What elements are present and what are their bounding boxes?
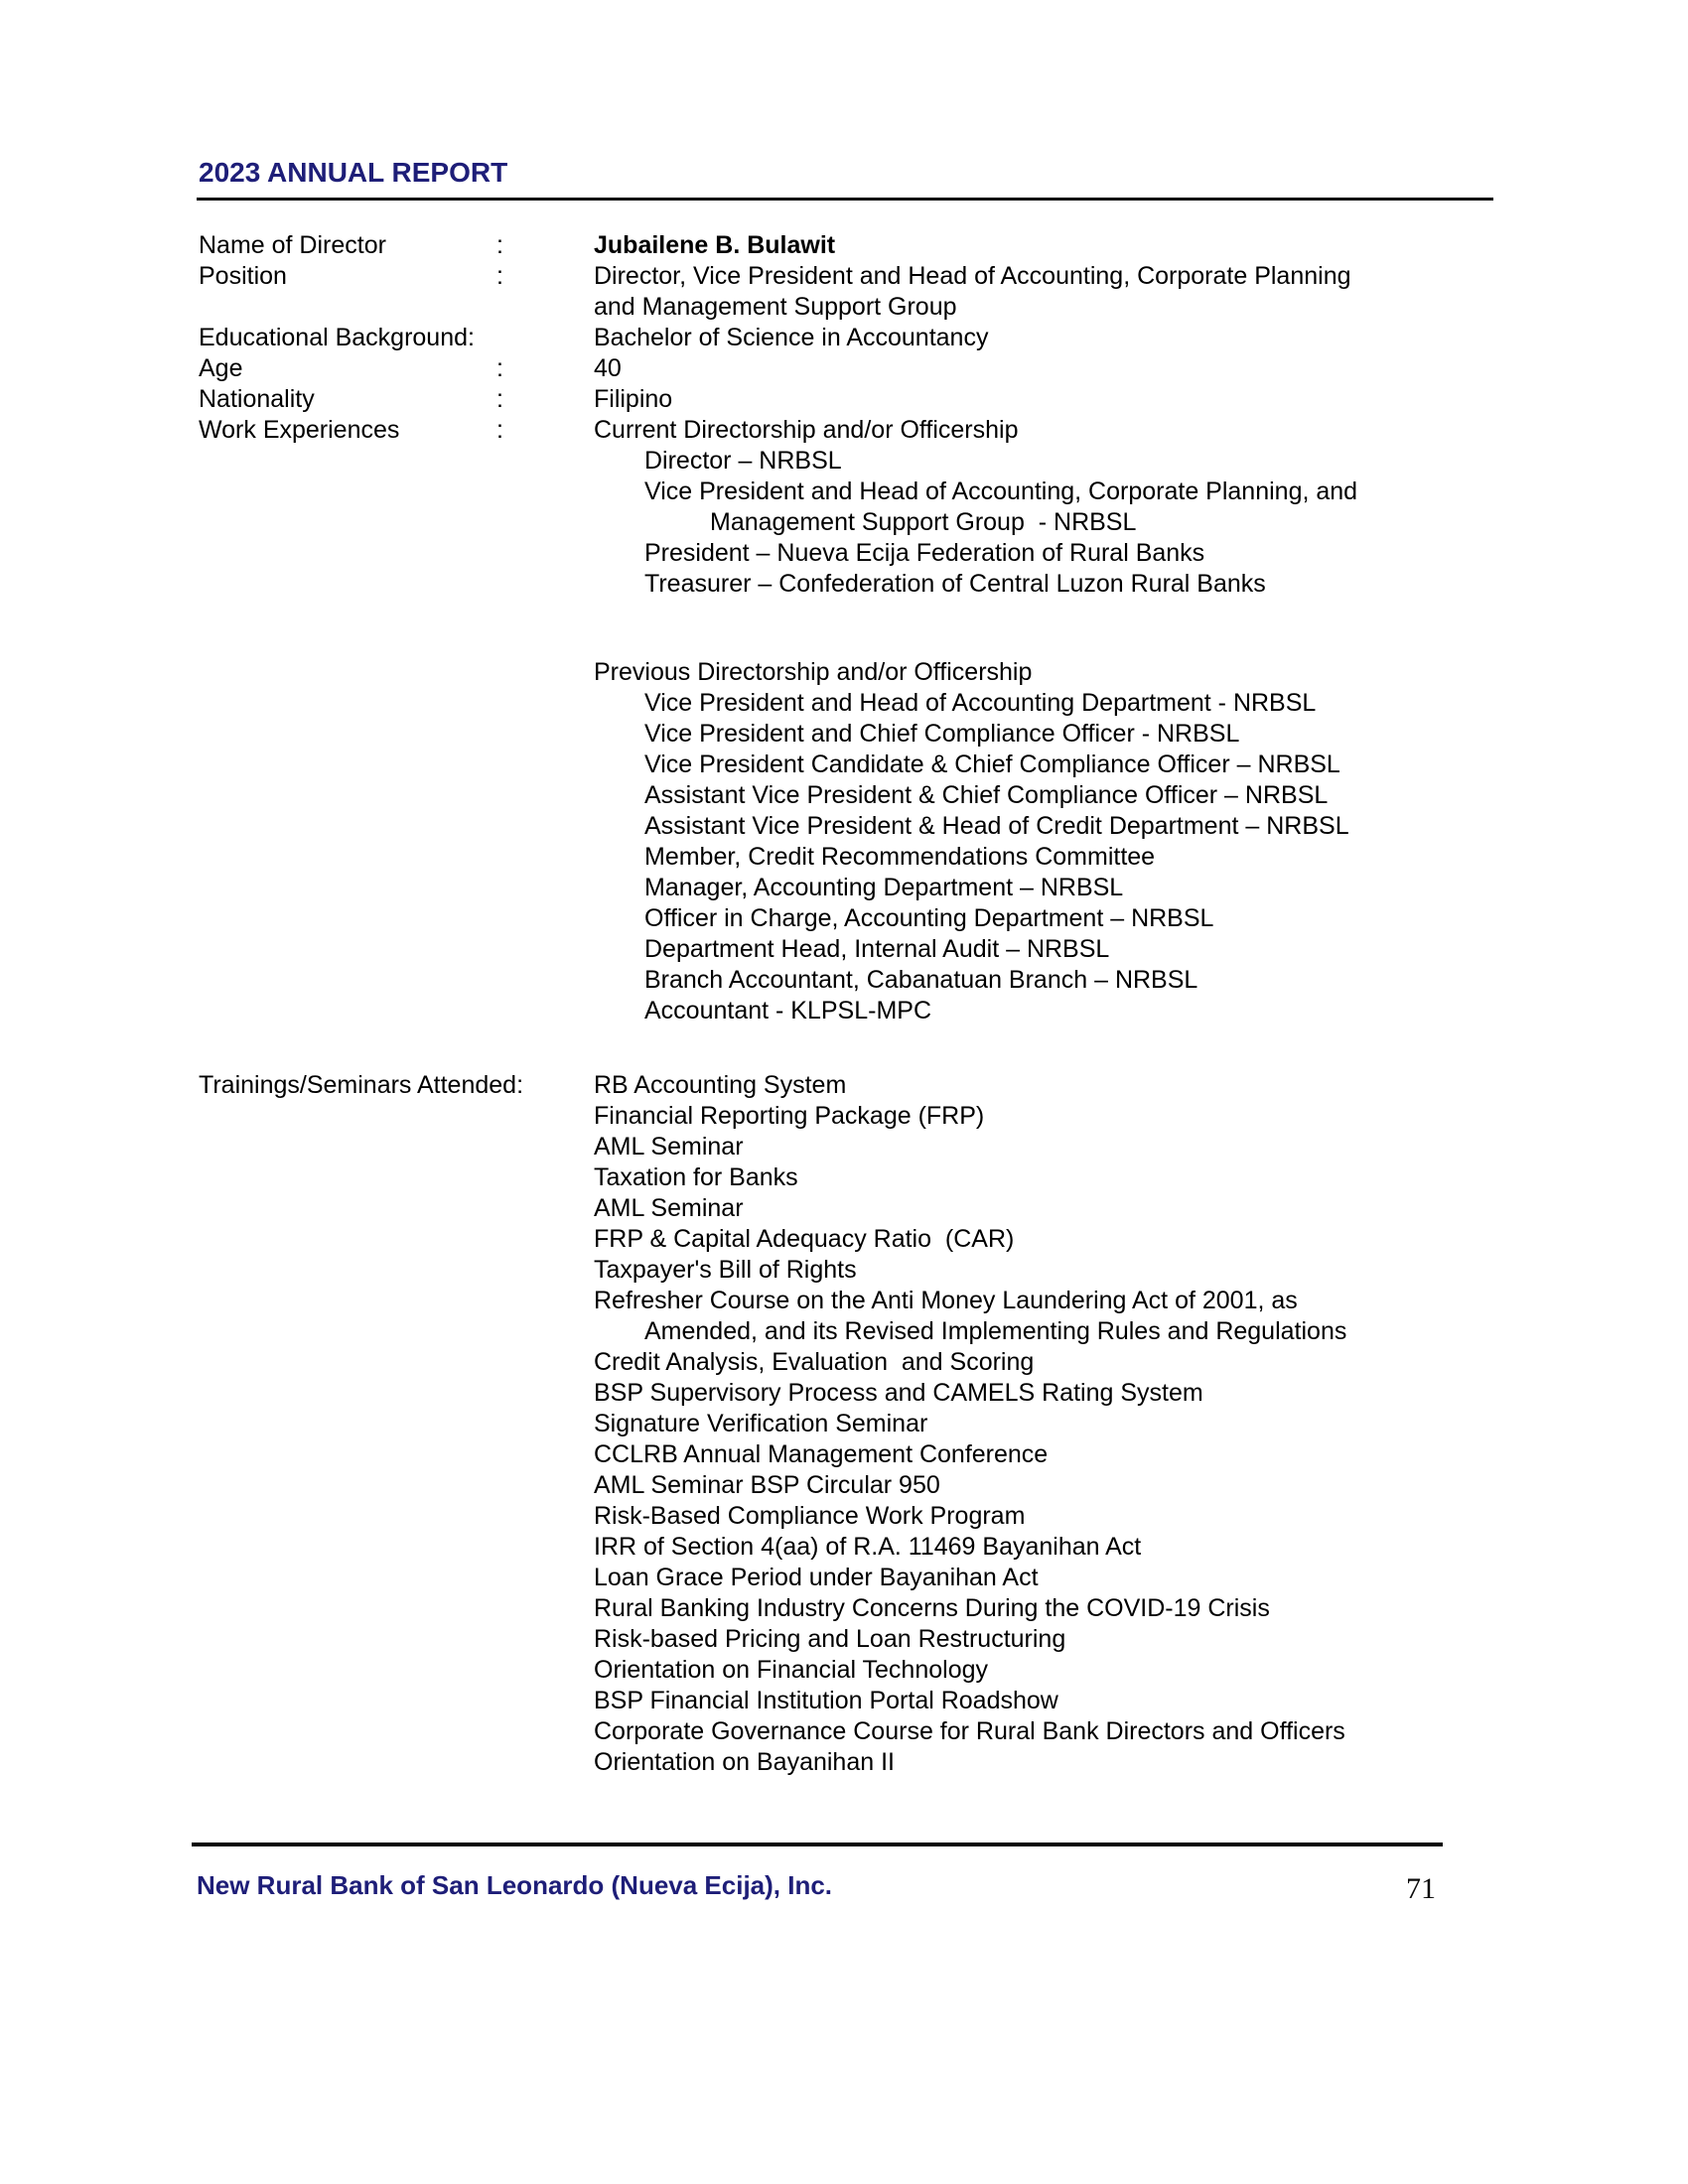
position-value-line2: and Management Support Group	[594, 293, 957, 321]
list-item-text: Member, Credit Recommendations Committee	[644, 843, 1156, 871]
list-item-text: Refresher Course on the Anti Money Laundering Act of 2001, as	[594, 1287, 1298, 1314]
list-item-text: Branch Accountant, Cabanatuan Branch – NRBSL	[644, 966, 1198, 994]
list-item	[0, 780, 1688, 811]
list-item	[0, 1624, 1688, 1655]
list-item	[0, 507, 1688, 538]
list-item-text: Manager, Accounting Department – NRBSL	[644, 874, 1124, 901]
list-item	[0, 719, 1688, 750]
list-item	[0, 1563, 1688, 1593]
list-item-text: IRR of Section 4(aa) of R.A. 11469 Bayanihan Act	[594, 1533, 1142, 1561]
field-row-age	[0, 353, 1688, 384]
field-label-education: Educational Background:	[199, 324, 475, 351]
list-item	[0, 1655, 1688, 1686]
list-item-text: Assistant Vice President & Chief Compliance Officer – NRBSL	[644, 781, 1329, 809]
list-item-text: Department Head, Internal Audit – NRBSL	[644, 935, 1110, 963]
list-item-text: Director – NRBSL	[644, 447, 842, 475]
list-item	[0, 477, 1688, 507]
list-item-text: BSP Financial Institution Portal Roadshow	[594, 1687, 1058, 1714]
header-divider	[197, 198, 1493, 201]
list-item	[0, 1501, 1688, 1532]
current-directorship-heading: Current Directorship and/or Officership	[594, 416, 1019, 444]
list-item	[0, 1132, 1688, 1162]
field-row-name	[0, 230, 1688, 261]
list-item-text: AML Seminar	[594, 1133, 744, 1160]
field-row-position-wrap	[0, 292, 1688, 323]
list-item-text: BSP Supervisory Process and CAMELS Rating System	[594, 1379, 1203, 1407]
list-item-text: Credit Analysis, Evaluation and Scoring	[594, 1348, 1035, 1376]
list-item-text: Treasurer – Confederation of Central Luzon Rural Banks	[644, 570, 1266, 598]
current-directorship-heading-row	[0, 415, 1688, 446]
list-item-text: Assistant Vice President & Head of Credit Department – NRBSL	[644, 812, 1349, 840]
previous-directorship-heading: Previous Directorship and/or Officership	[594, 658, 1033, 686]
list-item-text: Vice President and Head of Accounting Department - NRBSL	[644, 689, 1317, 717]
education-value: Bachelor of Science in Accountancy	[594, 324, 989, 351]
list-item	[0, 538, 1688, 569]
list-item	[0, 1070, 1688, 1101]
current-directorship-list	[0, 446, 1688, 600]
work-experiences-previous-section	[0, 657, 1688, 1026]
director-name-value: Jubailene B. Bulawit	[594, 231, 836, 259]
field-colon: :	[496, 262, 503, 290]
list-item	[0, 569, 1688, 600]
field-label-name: Name of Director	[199, 231, 386, 259]
list-item	[0, 903, 1688, 934]
list-item	[0, 446, 1688, 477]
list-item-text: Vice President and Head of Accounting, Corporate Planning, and	[644, 478, 1358, 505]
list-item-text: AML Seminar	[594, 1194, 744, 1222]
field-label-nationality: Nationality	[199, 385, 315, 413]
list-item	[0, 1316, 1688, 1347]
list-item	[0, 1593, 1688, 1624]
field-colon: :	[496, 416, 503, 444]
list-item	[0, 1255, 1688, 1286]
list-item-text: Taxation for Banks	[594, 1163, 798, 1191]
position-value-line1: Director, Vice President and Head of Accounting, Corporate Planning	[594, 262, 1351, 290]
list-item-text: Loan Grace Period under Bayanihan Act	[594, 1564, 1039, 1591]
list-item-text: Signature Verification Seminar	[594, 1410, 928, 1437]
list-item-text: Rural Banking Industry Concerns During the COVID-19 Crisis	[594, 1594, 1270, 1622]
list-item-text: Vice President and Chief Compliance Officer - NRBSL	[644, 720, 1240, 748]
list-item-text: Financial Reporting Package (FRP)	[594, 1102, 985, 1130]
list-item	[0, 934, 1688, 965]
list-item-text: Corporate Governance Course for Rural Bank Directors and Officers	[594, 1717, 1345, 1745]
list-item	[0, 688, 1688, 719]
list-item	[0, 1286, 1688, 1316]
list-item-text: Orientation on Bayanihan II	[594, 1748, 895, 1776]
list-item	[0, 1470, 1688, 1501]
list-item-text: Amended, and its Revised Implementing Rules and Regulations	[644, 1317, 1347, 1345]
nationality-value: Filipino	[594, 385, 673, 413]
list-item-text: Risk-Based Compliance Work Program	[594, 1502, 1026, 1530]
list-item	[0, 1162, 1688, 1193]
list-item	[0, 1347, 1688, 1378]
age-value: 40	[594, 354, 622, 382]
field-row-nationality	[0, 384, 1688, 415]
list-item	[0, 1716, 1688, 1747]
list-item	[0, 1439, 1688, 1470]
director-profile	[0, 230, 1688, 1778]
previous-directorship-list	[0, 688, 1688, 1026]
field-colon: :	[496, 231, 503, 259]
list-item-text: Accountant - KLPSL-MPC	[644, 997, 932, 1024]
list-item	[0, 1686, 1688, 1716]
list-item-text: Management Support Group - NRBSL	[710, 508, 1137, 536]
page-title: 2023 ANNUAL REPORT	[199, 157, 508, 188]
list-item	[0, 1532, 1688, 1563]
trainings-list	[0, 1070, 1688, 1778]
field-colon: :	[496, 354, 503, 382]
list-item	[0, 1378, 1688, 1409]
work-experiences-current-section	[0, 415, 1688, 600]
previous-directorship-heading-row	[0, 657, 1688, 688]
list-item-text: Vice President Candidate & Chief Compliance Officer – NRBSL	[644, 751, 1340, 778]
list-item	[0, 1193, 1688, 1224]
list-item	[0, 1409, 1688, 1439]
list-item-text: RB Accounting System	[594, 1071, 847, 1099]
list-item-text: CCLRB Annual Management Conference	[594, 1440, 1049, 1468]
trainings-section	[0, 1070, 1688, 1778]
list-item	[0, 1101, 1688, 1132]
footer-page-number: 71	[1406, 1872, 1436, 1905]
list-item	[0, 842, 1688, 873]
list-item	[0, 1224, 1688, 1255]
field-label-trainings: Trainings/Seminars Attended:	[199, 1071, 524, 1099]
list-item-text: Officer in Charge, Accounting Department – NRBSL	[644, 904, 1214, 932]
section-spacer	[0, 600, 1688, 657]
footer-bank-name: New Rural Bank of San Leonardo (Nueva Ecija), Inc.	[197, 1870, 833, 1900]
field-label-position: Position	[199, 262, 287, 290]
list-item	[0, 965, 1688, 996]
list-item	[0, 873, 1688, 903]
field-label-age: Age	[199, 354, 243, 382]
section-spacer	[0, 1026, 1688, 1070]
footer-divider	[192, 1843, 1443, 1846]
list-item	[0, 750, 1688, 780]
list-item	[0, 811, 1688, 842]
list-item	[0, 996, 1688, 1026]
list-item-text: President – Nueva Ecija Federation of Rural Banks	[644, 539, 1205, 567]
list-item-text: Taxpayer's Bill of Rights	[594, 1256, 857, 1284]
field-label-work-experiences: Work Experiences	[199, 416, 400, 444]
list-item	[0, 1747, 1688, 1778]
list-item-text: Orientation on Financial Technology	[594, 1656, 989, 1684]
list-item-text: FRP & Capital Adequacy Ratio (CAR)	[594, 1225, 1015, 1253]
list-item-text: Risk-based Pricing and Loan Restructuring	[594, 1625, 1066, 1653]
field-colon: :	[496, 385, 503, 413]
list-item-text: AML Seminar BSP Circular 950	[594, 1471, 940, 1499]
field-row-position	[0, 261, 1688, 292]
field-row-education	[0, 323, 1688, 353]
